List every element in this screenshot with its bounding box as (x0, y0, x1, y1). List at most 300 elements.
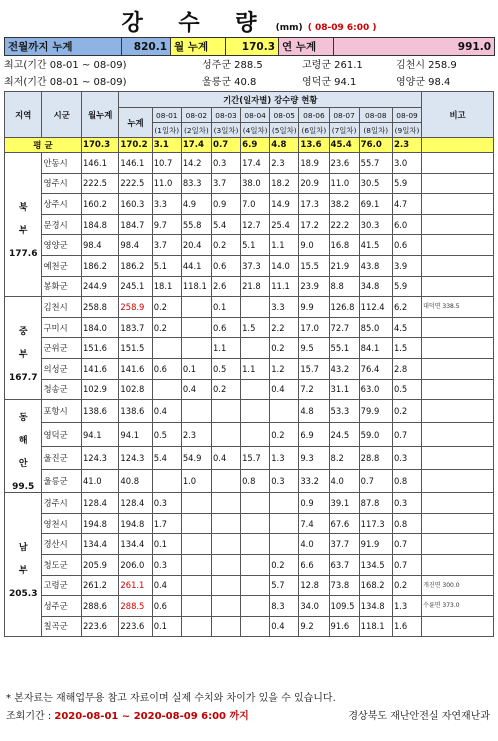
region-name: 남 (18, 543, 28, 554)
day-value (211, 469, 240, 492)
average-note (422, 138, 494, 153)
day-value: 20.9 (299, 173, 329, 194)
day-value (181, 317, 211, 338)
table-row (5, 214, 494, 235)
table-row (5, 276, 494, 297)
table-row (5, 235, 494, 256)
header-city: 시군 (42, 92, 82, 138)
day-value: 0.4 (152, 575, 181, 596)
monthly-total: 146.1 (81, 153, 118, 174)
city-name: 문경시 (42, 214, 82, 235)
month-total-label: 월 누계 (171, 38, 226, 56)
day-value: 9.5 (299, 338, 329, 359)
day-value: 37.3 (241, 255, 270, 276)
city-name: 상주시 (42, 194, 82, 215)
day-value: 79.9 (359, 400, 392, 423)
day-value (241, 400, 270, 423)
monthly-total: 124.3 (81, 446, 118, 469)
day-value: 17.4 (241, 153, 270, 174)
day-value: 69.1 (359, 194, 392, 215)
day-value (270, 400, 299, 423)
table-row (5, 513, 494, 534)
region-cell (5, 297, 42, 400)
monthly-total: 261.2 (81, 575, 118, 596)
average-day: 76.0 (359, 138, 392, 153)
day-value: 28.8 (359, 446, 392, 469)
day-value: 0.3 (211, 153, 240, 174)
city-name: 영천시 (42, 513, 82, 534)
table-row (5, 379, 494, 400)
day-value: 0.6 (211, 317, 240, 338)
day-value (241, 379, 270, 400)
day-value: 17.2 (299, 214, 329, 235)
min-item-1: 울릉군 40.8 (202, 77, 257, 88)
city-name: 경주시 (42, 493, 82, 514)
city-name: 고령군 (42, 575, 82, 596)
day-value (211, 616, 240, 637)
day-value: 0.1 (181, 358, 211, 379)
day-value: 67.6 (329, 513, 359, 534)
average-day: 0.7 (211, 138, 240, 153)
day-value: 5.9 (392, 173, 421, 194)
header-period: 기간(일자별) 강수량 현황 (119, 92, 422, 108)
day-value: 4.5 (392, 317, 421, 338)
day-value: 8.8 (329, 276, 359, 297)
day-value: 15.7 (299, 358, 329, 379)
header-note: 비고 (422, 92, 494, 138)
header-day-number: (3일차) (211, 123, 240, 138)
region-name: 안 (18, 459, 28, 470)
day-value: 53.3 (329, 400, 359, 423)
period-total: 183.7 (119, 317, 152, 338)
day-value: 0.2 (392, 575, 421, 596)
day-value: 9.7 (152, 214, 181, 235)
city-name: 울릉군 (42, 469, 82, 492)
table-row (5, 194, 494, 215)
city-name: 영양군 (42, 235, 82, 256)
note (422, 616, 494, 637)
monthly-total: 98.4 (81, 235, 118, 256)
period-total: 124.3 (119, 446, 152, 469)
day-value: 9.9 (299, 297, 329, 318)
day-value: 0.2 (211, 235, 240, 256)
table-row (5, 358, 494, 379)
period-total: 258.9 (119, 297, 152, 318)
average-monthly: 170.3 (81, 138, 118, 153)
day-value: 17.3 (299, 194, 329, 215)
header-day-number: (9일차) (392, 123, 421, 138)
table-row (5, 297, 494, 318)
city-name: 경산시 (42, 534, 82, 555)
note (422, 173, 494, 194)
day-value: 1.3 (270, 446, 299, 469)
header-day-date: 08-05 (270, 108, 299, 123)
max-item-2: 고령군 261.1 (302, 60, 363, 71)
period-total: 194.8 (119, 513, 152, 534)
table-row (5, 255, 494, 276)
day-value: 5.1 (241, 235, 270, 256)
day-value: 2.6 (211, 276, 240, 297)
region-name: 동 (18, 413, 28, 424)
day-value: 22.2 (329, 214, 359, 235)
city-name: 김천시 (42, 297, 82, 318)
monthly-total: 223.6 (81, 616, 118, 637)
period-total: 186.2 (119, 255, 152, 276)
city-name: 청송군 (42, 379, 82, 400)
day-value: 3.3 (270, 297, 299, 318)
city-name: 예천군 (42, 255, 82, 276)
day-value: 20.4 (181, 235, 211, 256)
day-value (211, 554, 240, 575)
day-value: 30.5 (359, 173, 392, 194)
average-day: 3.1 (152, 138, 181, 153)
day-value: 7.0 (241, 194, 270, 215)
day-value: 0.4 (211, 446, 240, 469)
day-value: 17.0 (299, 317, 329, 338)
day-value: 21.9 (329, 255, 359, 276)
day-value: 23.6 (329, 153, 359, 174)
period-total: 102.8 (119, 379, 152, 400)
day-value: 12.8 (299, 575, 329, 596)
day-value (181, 554, 211, 575)
period-total: 261.1 (119, 575, 152, 596)
period-total: 94.1 (119, 423, 152, 446)
day-value: 0.2 (392, 400, 421, 423)
table-row (5, 400, 494, 423)
note (422, 469, 494, 492)
monthly-total: 41.0 (81, 469, 118, 492)
average-day: 45.4 (329, 138, 359, 153)
city-name: 성주군 (42, 596, 82, 617)
day-value: 0.5 (152, 423, 181, 446)
day-value: 9.3 (299, 446, 329, 469)
day-value (241, 423, 270, 446)
monthly-total: 102.9 (81, 379, 118, 400)
day-value: 0.4 (270, 379, 299, 400)
title-row (0, 6, 498, 36)
day-value: 0.8 (241, 469, 270, 492)
header-total: 누계 (119, 108, 152, 138)
day-value: 2.3 (181, 423, 211, 446)
day-value: 11.1 (270, 276, 299, 297)
day-value: 34.8 (359, 276, 392, 297)
day-value: 10.7 (152, 153, 181, 174)
table-row (5, 173, 494, 194)
day-value: 12.7 (241, 214, 270, 235)
period-total: 160.3 (119, 194, 152, 215)
day-value: 5.9 (392, 276, 421, 297)
day-value: 1.0 (181, 469, 211, 492)
monthly-total: 222.5 (81, 173, 118, 194)
average-day: 2.3 (392, 138, 421, 153)
note (422, 493, 494, 514)
city-name: 울진군 (42, 446, 82, 469)
day-value: 4.9 (181, 194, 211, 215)
day-value (152, 338, 181, 359)
day-value (211, 423, 240, 446)
monthly-total: 186.2 (81, 255, 118, 276)
day-value: 16.8 (329, 235, 359, 256)
period-total: 245.1 (119, 276, 152, 297)
header-day-date: 08-02 (181, 108, 211, 123)
header-day-date: 08-06 (299, 108, 329, 123)
day-value: 1.6 (392, 616, 421, 637)
region-average: 177.6 (8, 249, 38, 260)
region-name: 중 (18, 326, 28, 337)
day-value: 1.2 (270, 358, 299, 379)
monthly-total: 205.9 (81, 554, 118, 575)
day-value: 109.5 (329, 596, 359, 617)
region-average: 205.3 (8, 589, 38, 600)
day-value: 1.5 (392, 338, 421, 359)
day-value: 0.4 (270, 616, 299, 637)
period-total: 184.7 (119, 214, 152, 235)
day-value: 118.1 (181, 276, 211, 297)
period-total: 206.0 (119, 554, 152, 575)
day-value: 112.4 (359, 297, 392, 318)
month-total-value: 170.3 (226, 38, 279, 56)
rainfall-table (4, 91, 494, 637)
city-name: 칠곡군 (42, 616, 82, 637)
day-value: 6.0 (392, 214, 421, 235)
day-value: 134.5 (359, 554, 392, 575)
day-value: 25.4 (270, 214, 299, 235)
day-value: 55.7 (359, 153, 392, 174)
day-value (181, 534, 211, 555)
table-row (5, 616, 494, 637)
day-value: 38.0 (241, 173, 270, 194)
day-value: 33.2 (299, 469, 329, 492)
period-value: 2020-08-01 ~ 2020-08-09 6:00 까지 (54, 711, 249, 722)
day-value: 0.2 (270, 554, 299, 575)
day-value: 37.7 (329, 534, 359, 555)
day-value: 0.9 (211, 194, 240, 215)
city-name: 안동시 (42, 153, 82, 174)
prev-total-label: 전월까지 누계 (5, 38, 122, 56)
monthly-total: 160.2 (81, 194, 118, 215)
day-value (241, 513, 270, 534)
day-value: 38.2 (329, 194, 359, 215)
header-monthly: 월누계 (81, 92, 118, 138)
year-total-value: 991.0 (334, 38, 495, 56)
day-value: 6.6 (299, 554, 329, 575)
region-name: 부 (18, 349, 28, 360)
period-total: 288.5 (119, 596, 152, 617)
day-value: 0.2 (270, 423, 299, 446)
header-day-date: 08-01 (152, 108, 181, 123)
day-value (241, 596, 270, 617)
header-day-date: 08-03 (211, 108, 240, 123)
day-value: 0.2 (152, 317, 181, 338)
day-value: 72.7 (329, 317, 359, 338)
day-value: 0.3 (392, 493, 421, 514)
note (422, 358, 494, 379)
average-label: 평 균 (5, 138, 82, 153)
monthly-total: 94.1 (81, 423, 118, 446)
note (422, 554, 494, 575)
day-value (241, 534, 270, 555)
day-value: 0.1 (211, 297, 240, 318)
note (422, 235, 494, 256)
period-total: 128.4 (119, 493, 152, 514)
note (422, 400, 494, 423)
monthly-total: 184.0 (81, 317, 118, 338)
region-name: 부 (18, 566, 28, 577)
day-value: 3.9 (392, 255, 421, 276)
day-value: 55.8 (181, 214, 211, 235)
day-value (270, 534, 299, 555)
region-name: 부 (18, 226, 28, 237)
header-day-number: (5일차) (270, 123, 299, 138)
day-value: 126.8 (329, 297, 359, 318)
day-value (241, 338, 270, 359)
day-value: 7.4 (299, 513, 329, 534)
average-day: 13.6 (299, 138, 329, 153)
header-day-date: 08-04 (241, 108, 270, 123)
day-value (211, 534, 240, 555)
day-value: 6.9 (299, 423, 329, 446)
average-total: 170.2 (119, 138, 152, 153)
table-row (5, 493, 494, 514)
table-row (5, 446, 494, 469)
day-value: 14.0 (270, 255, 299, 276)
day-value: 11.0 (152, 173, 181, 194)
min-label: 최저(기간 08-01 ~ 08-09) (4, 77, 127, 88)
day-value (241, 493, 270, 514)
max-label: 최고(기간 08-01 ~ 08-09) (4, 60, 127, 71)
table-row (5, 423, 494, 446)
day-value: 41.5 (359, 235, 392, 256)
day-value: 0.7 (392, 423, 421, 446)
monthly-total: 134.4 (81, 534, 118, 555)
city-name: 의성군 (42, 358, 82, 379)
day-value (241, 616, 270, 637)
day-value: 1.1 (270, 235, 299, 256)
day-value: 5.4 (152, 446, 181, 469)
day-value: 83.3 (181, 173, 211, 194)
average-day: 4.8 (270, 138, 299, 153)
note (422, 317, 494, 338)
note (422, 446, 494, 469)
day-value (181, 400, 211, 423)
day-value: 5.7 (270, 575, 299, 596)
day-value: 168.2 (359, 575, 392, 596)
header-day-date: 08-08 (359, 108, 392, 123)
period-total: 146.1 (119, 153, 152, 174)
city-name: 영덕군 (42, 423, 82, 446)
day-value (181, 513, 211, 534)
max-item-3: 김천시 258.9 (396, 60, 457, 71)
day-value: 8.3 (270, 596, 299, 617)
average-day: 17.4 (181, 138, 211, 153)
day-value (270, 513, 299, 534)
day-value: 1.1 (211, 338, 240, 359)
day-value (181, 575, 211, 596)
day-value: 91.6 (329, 616, 359, 637)
day-value: 91.9 (359, 534, 392, 555)
header-day-date: 08-07 (329, 108, 359, 123)
table-body (5, 138, 494, 637)
table-row (5, 469, 494, 492)
note (422, 379, 494, 400)
note (422, 255, 494, 276)
day-value: 59.0 (359, 423, 392, 446)
day-value: 0.9 (299, 493, 329, 514)
day-value (270, 493, 299, 514)
prev-total-value: 820.1 (122, 38, 171, 56)
day-value: 2.8 (392, 358, 421, 379)
table-row (5, 153, 494, 174)
query-period (6, 707, 249, 722)
day-value: 18.1 (152, 276, 181, 297)
header-day-number: (1일차) (152, 123, 181, 138)
day-value: 43.2 (329, 358, 359, 379)
region-average: 99.5 (12, 482, 35, 493)
day-value (152, 469, 181, 492)
day-value: 1.1 (241, 358, 270, 379)
day-value: 15.5 (299, 255, 329, 276)
day-value (181, 297, 211, 318)
header-day-number: (8일차) (359, 123, 392, 138)
day-value: 0.5 (392, 379, 421, 400)
day-value: 118.1 (359, 616, 392, 637)
day-value (241, 575, 270, 596)
day-value: 54.9 (181, 446, 211, 469)
day-value: 0.8 (392, 513, 421, 534)
day-value: 84.1 (359, 338, 392, 359)
day-value (181, 338, 211, 359)
day-value: 4.0 (299, 534, 329, 555)
day-value: 24.5 (329, 423, 359, 446)
day-value (211, 575, 240, 596)
day-value: 9.2 (299, 616, 329, 637)
day-value: 4.8 (299, 400, 329, 423)
city-name: 구미시 (42, 317, 82, 338)
monthly-total: 128.4 (81, 493, 118, 514)
period-total: 98.4 (119, 235, 152, 256)
day-value: 0.3 (392, 446, 421, 469)
day-value: 44.1 (181, 255, 211, 276)
day-value: 0.5 (211, 358, 240, 379)
day-value: 0.3 (152, 493, 181, 514)
day-value: 14.9 (270, 194, 299, 215)
day-value: 1.5 (241, 317, 270, 338)
region-cell (5, 153, 42, 297)
period-total: 138.6 (119, 400, 152, 423)
min-item-2: 영덕군 94.1 (302, 77, 357, 88)
monthly-total: 258.8 (81, 297, 118, 318)
header-day-number: (2일차) (181, 123, 211, 138)
period-total: 151.5 (119, 338, 152, 359)
period-total: 134.4 (119, 534, 152, 555)
day-value: 0.8 (392, 469, 421, 492)
day-value: 9.0 (299, 235, 329, 256)
note (422, 338, 494, 359)
city-name: 포항시 (42, 400, 82, 423)
day-value: 4.0 (329, 469, 359, 492)
header-day-number: (6일차) (299, 123, 329, 138)
day-value: 31.1 (329, 379, 359, 400)
day-value: 0.3 (270, 469, 299, 492)
day-value: 76.4 (359, 358, 392, 379)
table-row (5, 317, 494, 338)
day-value: 63.7 (329, 554, 359, 575)
day-value: 0.7 (392, 554, 421, 575)
day-value: 14.2 (181, 153, 211, 174)
monthly-total: 244.9 (81, 276, 118, 297)
table-row (5, 534, 494, 555)
note: 대덕면 338.5 (422, 297, 494, 318)
